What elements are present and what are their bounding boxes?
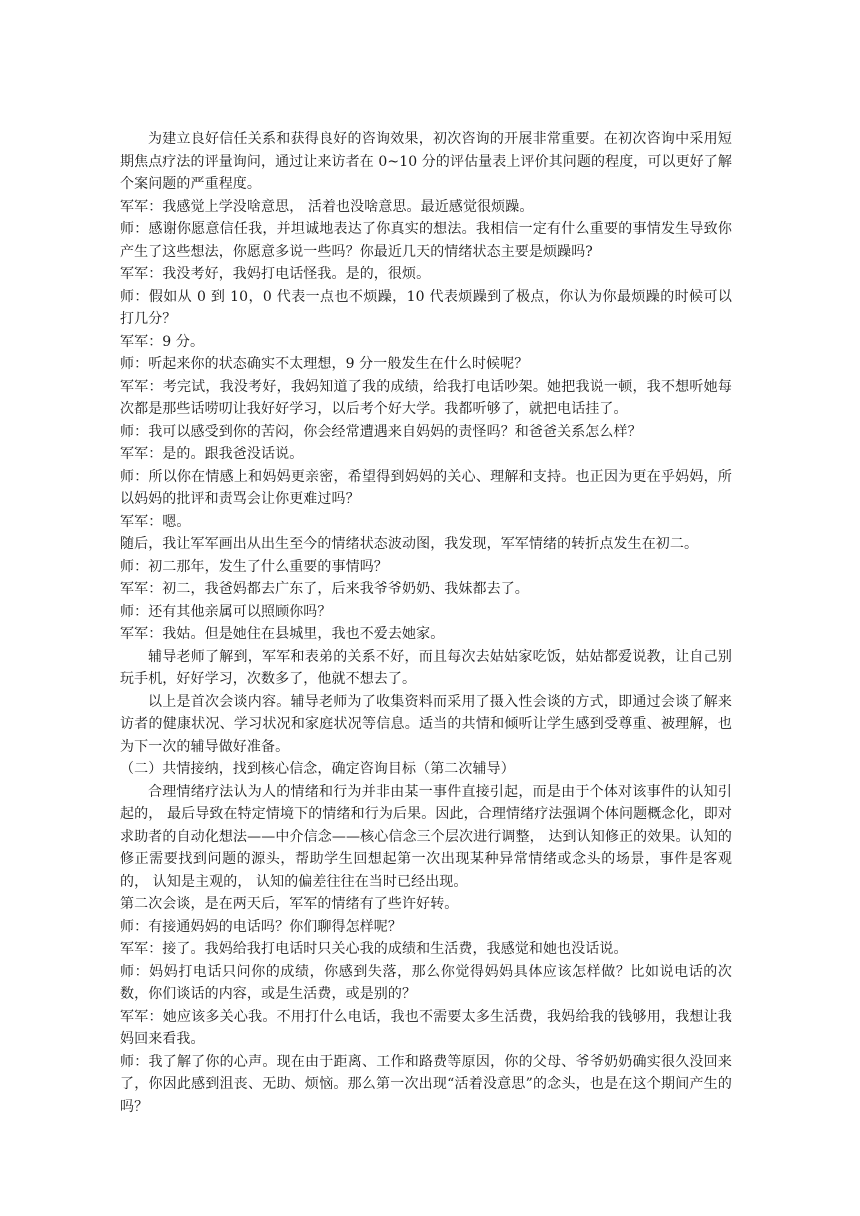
paragraph: 合理情绪疗法认为人的情绪和行为并非由某一事件直接引起，而是由于个体对该事件的认知引起的， 最后导致在特定情境下的情绪和行为后果。因此，合理情绪疗法强调个体问题概念化，即对求助者的自动化想法——中介信念——核心信念三个层次进行调整， 达到认知修正的效果。认知的修正需要找到问题的源头，帮助学生回想起第一次出现某种异常情绪或念头的场景，事件是客观的， 认知是主观的， 认知的偏差往往在当时已经出现。 [120, 783, 732, 890]
paragraph: 师：有接通妈妈的电话吗？你们聊得怎样呢？ [120, 918, 402, 935]
paragraph: 军军：是的。跟我爸没话说。 [120, 446, 304, 462]
document-body [120, 128, 732, 1118]
paragraph: 军军：她应该多关心我。不用打什么电话，我也不需要太多生活费，我妈给我的钱够用，我想让我妈回来看我。 [120, 1008, 732, 1047]
paragraph: 军军：考完试，我没考好，我妈知道了我的成绩，给我打电话吵架。她把我说一顿，我不想听她每次都是那些话唠叨让我好好学习，以后考个好大学。我都听够了，就把电话挂了。 [120, 378, 732, 417]
paragraph: 师：妈妈打电话只问你的成绩，你感到失落，那么你觉得妈妈具体应该怎样做？比如说电话的次数，你们谈话的内容，或是生活费，或是别的？ [120, 963, 732, 1002]
paragraph: 师：感谢你愿意信任我，并坦诚地表达了你真实的想法。我相信一定有什么重要的事情发生导致你产生了这些想法，你愿意多说一些吗？你最近几天的情绪状态主要是烦躁吗? [120, 221, 732, 260]
paragraph: 军军：我没考好，我妈打电话怪我。是的，很烦。 [120, 266, 431, 282]
paragraph: 师：所以你在情感上和妈妈更亲密，希望得到妈妈的关心、理解和支持。也正因为更在乎妈妈，所以妈妈的批评和责骂会让你更难过吗？ [120, 468, 732, 507]
paragraph: 师：我可以感受到你的苦闷，你会经常遭遇来自妈妈的责怪吗？和爸爸关系怎么样？ [120, 423, 642, 440]
paragraph: 随后，我让军军画出从出生至今的情绪状态波动图，我发现，军军情绪的转折点发生在初二。 [120, 536, 699, 552]
paragraph: 以上是首次会谈内容。辅导老师为了收集资料而采用了摄入性会谈的方式，即通过会谈了解来访者的健康状况、学习状况和家庭状况等信息。适当的共情和倾听让学生感到受尊重、被理解，也为下一次的辅导做好准备。 [120, 693, 732, 755]
paragraph: 军军：9 分。 [120, 333, 205, 350]
paragraph: 军军：我感觉上学没啥意思， 活着也没啥意思。最近感觉很烦躁。 [120, 198, 534, 215]
paragraph: 师：我了解了你的心声。现在由于距离、工作和路费等原因，你的父母、爷爷奶奶确实很久没回来了，你因此感到沮丧、无助、烦恼。那么第一次出现“活着没意思”的念头，也是在这个期间产生的吗？ [120, 1053, 732, 1115]
paragraph: 军军：我姑。但是她住在县城里，我也不爱去她家。 [120, 626, 445, 642]
paragraph: 师：听起来你的状态确实不太理想，9 分一般发生在什么时候呢？ [120, 356, 529, 372]
paragraph: 军军：接了。我妈给我打电话时只关心我的成绩和生活费，我感觉和她也没话说。 [120, 941, 628, 957]
paragraph: 师：还有其他亲属可以照顾你吗？ [120, 603, 332, 620]
paragraph: 师：初二那年，发生了什么重要的事情吗？ [120, 558, 388, 575]
paragraph: 辅导老师了解到，军军和表弟的关系不好，而且每次去姑姑家吃饭，姑姑都爱说教，让自己别玩手机，好好学习，次数多了，他就不想去了。 [120, 648, 732, 687]
paragraph: 第二次会谈，是在两天后，军军的情绪有了些许好转。 [120, 896, 459, 912]
paragraph: 为建立良好信任关系和获得良好的咨询效果，初次咨询的开展非常重要。在初次咨询中采用短期焦点疗法的评量询问，通过让来访者在 0~10 分的评估量表上评价其问题的程度，可以更好了解个案问题的严重程度。 [120, 131, 732, 192]
paragraph: （二）共情接纳，找到核心信念，确定咨询目标（第二次辅导） [120, 761, 515, 777]
paragraph: 军军：嗯。 [120, 513, 191, 530]
paragraph: 军军：初二，我爸妈都去广东了，后来我爷爷奶奶、我妹都去了。 [120, 581, 529, 597]
paragraph: 师：假如从 0 到 10，0 代表一点也不烦躁，10 代表烦躁到了极点，你认为你最烦躁的时候可以打几分？ [120, 288, 732, 327]
